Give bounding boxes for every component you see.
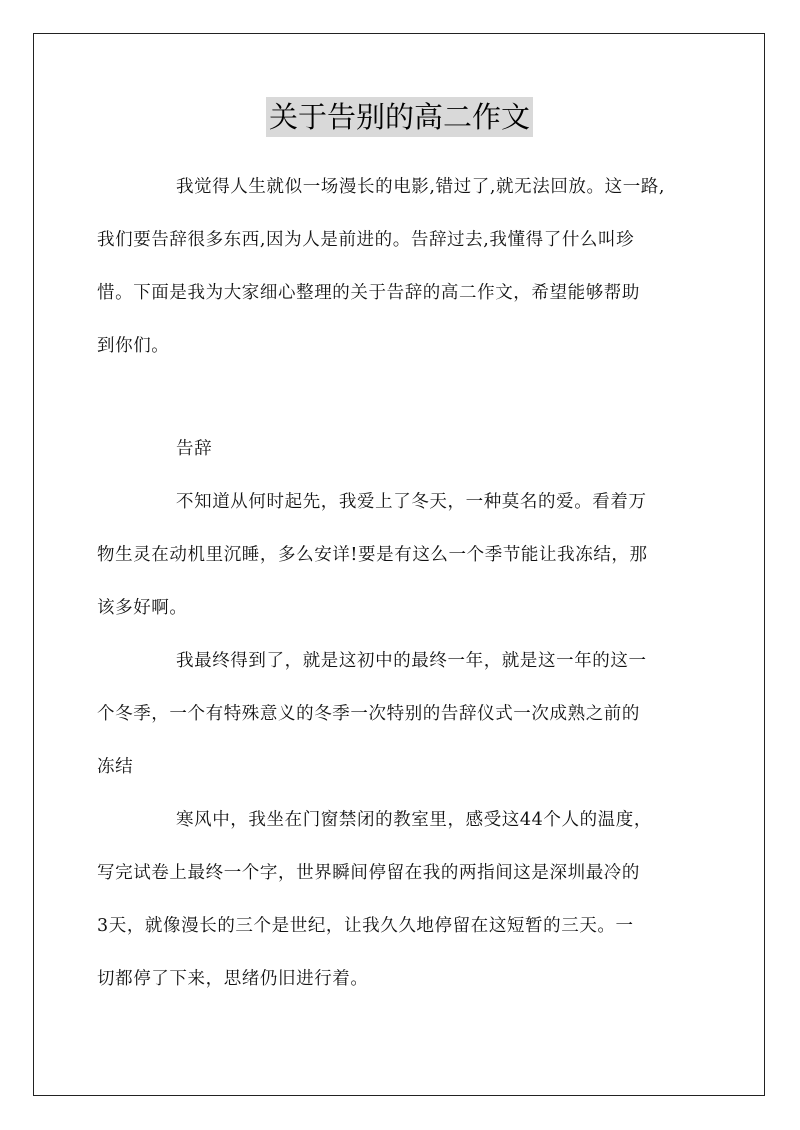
paragraph2-line-2: 个冬季，一个有特殊意义的冬季一次特别的告辞仪式一次成熟之前的 bbox=[97, 704, 640, 724]
intro-line-3: 惜。下面是我为大家细心整理的关于告辞的高二作文，希望能够帮助 bbox=[97, 283, 640, 303]
paragraph3-line-4: 切都停了下来，思绪仍旧进行着。 bbox=[97, 969, 369, 989]
paragraph2-line-1: 我最终得到了，就是这初中的最终一年，就是这一年的这一 bbox=[176, 651, 647, 671]
paragraph2-line-3: 冻结 bbox=[97, 757, 134, 777]
section-heading: 告辞 bbox=[176, 439, 213, 459]
paragraph3-line-2: 写完试卷上最终一个字，世界瞬间停留在我的两指间这是深圳最冷的 bbox=[97, 863, 640, 883]
paragraph3-line-3: 3天，就像漫长的三个是世纪，让我久久地停留在这短暂的三天。一 bbox=[97, 916, 634, 936]
intro-line-4: 到你们。 bbox=[97, 336, 170, 356]
intro-line-1: 我觉得人生就似一场漫长的电影,错过了,就无法回放。这一路, bbox=[176, 177, 666, 197]
paragraph1-line-1: 不知道从何时起先，我爱上了冬天，一种莫名的爱。看着万 bbox=[176, 492, 647, 512]
paragraph1-line-2: 物生灵在动机里沉睡，多么安详!要是有这么一个季节能让我冻结，那 bbox=[97, 545, 648, 565]
paragraph1-line-3: 该多好啊。 bbox=[97, 598, 188, 618]
document-title: 关于告别的高二作文 bbox=[266, 97, 533, 137]
paragraph3-line-1: 寒风中，我坐在门窗禁闭的教室里，感受这44个人的温度， bbox=[176, 810, 652, 830]
intro-line-2: 我们要告辞很多东西,因为人是前进的。告辞过去,我懂得了什么叫珍 bbox=[97, 230, 635, 250]
